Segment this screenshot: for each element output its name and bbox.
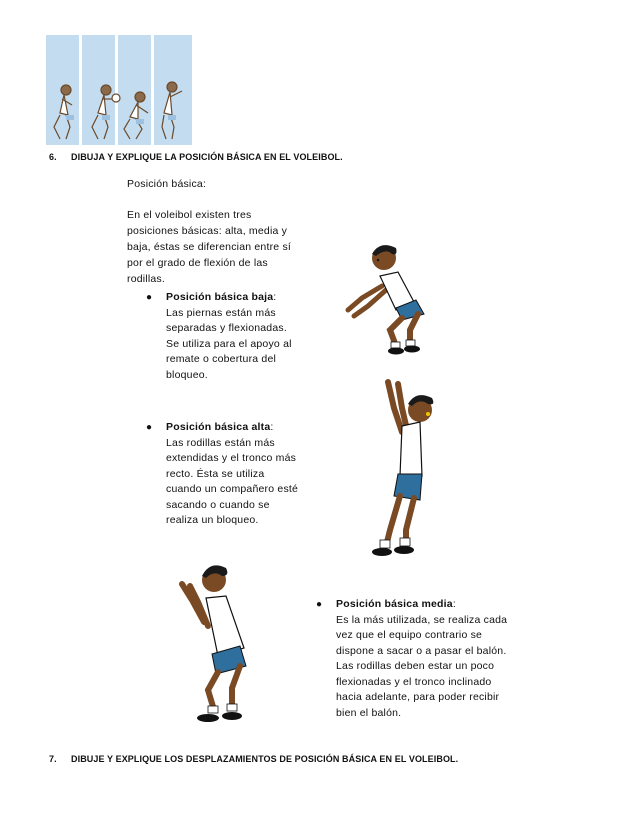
bullet-baja-line: remate o cobertura del (166, 353, 277, 365)
player-medium-position-illustration (168, 560, 258, 735)
bullet-media-line: flexionadas y el tronco inclinado (336, 675, 492, 688)
bullet-alta-title: Posición básica alta (166, 421, 271, 433)
question-7-heading (49, 754, 458, 764)
intro-line: En el voleibol existen tres (127, 209, 252, 221)
strip-frame-3 (118, 35, 152, 145)
player-low-position-illustration (340, 238, 430, 358)
bullet-alta-line: extendidas y el tronco más (166, 452, 297, 464)
bullet-dot: ● (146, 422, 153, 433)
bullet-baja-line: Las piernas están más (166, 306, 276, 319)
question-6-heading (49, 152, 343, 162)
bullet-media-line: hacia adelante, para poder recibir (336, 691, 500, 703)
bullet-dot: ● (146, 292, 153, 303)
bullet-baja (146, 290, 316, 383)
bullet-media-line: Las rodillas deben estar un poco (336, 660, 495, 672)
intro-paragraph (127, 207, 327, 287)
intro-line: por el grado de flexión de las (127, 257, 268, 269)
bullet-baja-title: Posición básica baja (166, 291, 274, 303)
bullet-alta-line: recto. Ésta se utiliza (166, 467, 265, 480)
bullet-alta-line: realiza un bloqueo. (166, 514, 259, 526)
bullet-alta-line: sacando o cuando se (166, 498, 270, 511)
bullet-alta-colon: : (270, 421, 274, 433)
bullet-media-line: dispone a sacar o a pasar el balón. (336, 644, 507, 657)
player-high-position-illustration (362, 374, 452, 564)
bullet-media-title: Posición básica media (336, 598, 453, 610)
bullet-media (316, 597, 526, 721)
bullet-media-line: Es la más utilizada, se realiza cada (336, 613, 508, 626)
bullet-baja-line: Se utiliza para el apoyo al (166, 337, 292, 350)
bullet-dot: ● (316, 599, 323, 610)
question-7-text: DIBUJE Y EXPLIQUE LOS DESPLAZAMIENTOS DE POSICIÓN BÁSICA EN EL VOLEIBOL. (71, 754, 459, 764)
question-6-number: 6. (49, 152, 57, 162)
bullet-media-colon: : (452, 598, 456, 610)
intro-label: Posición básica: (127, 178, 207, 190)
intro-line: posiciones básicas: alta, media y (127, 225, 288, 237)
bullet-alta-line: cuando un compañero esté (166, 483, 299, 495)
bullet-alta-line: Las rodillas están más (166, 436, 275, 449)
bullet-alta (146, 420, 326, 529)
bullet-baja-line: separadas y flexionadas. (166, 322, 287, 334)
bullet-baja-colon: : (273, 291, 277, 303)
bullet-media-line: bien el balón. (336, 706, 402, 719)
question-7-number: 7. (49, 754, 57, 764)
intro-line: baja, éstas se diferencian entre sí (127, 241, 292, 253)
bullet-media-line: vez que el equipo contrario se (336, 629, 483, 641)
volleyball-sequence-strip (46, 35, 192, 145)
bullet-baja-line: bloqueo. (166, 368, 208, 381)
question-6-text: DIBUJA Y EXPLIQUE LA POSICIÓN BÁSICA EN EL VOLEIBOL. (71, 152, 343, 162)
intro-line: rodillas. (127, 273, 165, 285)
